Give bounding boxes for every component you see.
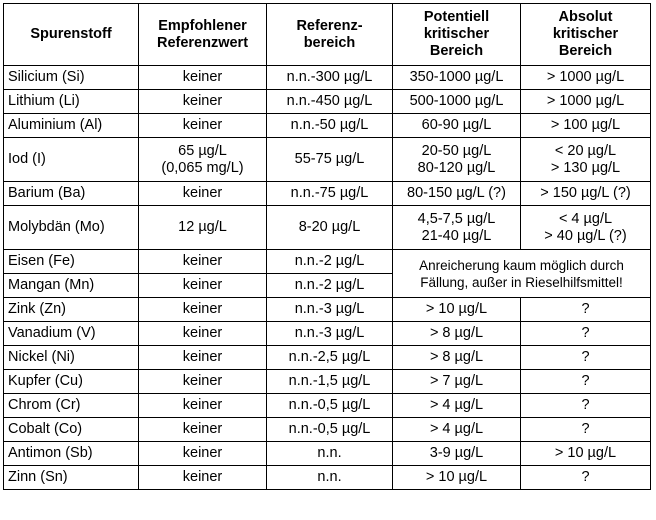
cell-absolute-text: ?	[581, 301, 590, 317]
cell-potential-text: > 8 µg/L	[429, 349, 484, 365]
table-row	[4, 466, 651, 490]
cell-recommended	[139, 394, 267, 418]
cell-potential	[393, 182, 521, 206]
header-absolute	[521, 4, 651, 66]
cell-potential-text: > 8 µg/L	[429, 325, 484, 341]
cell-substance: Antimon (Sb)	[4, 442, 139, 466]
cell-recommended	[139, 138, 267, 182]
cell-reference	[267, 66, 393, 90]
cell-potential-text: 350-1000 µg/L	[409, 69, 504, 85]
cell-substance: Chrom (Cr)	[4, 394, 139, 418]
cell-potential	[393, 90, 521, 114]
cell-reference-text: 8-20 µg/L	[298, 219, 361, 235]
cell-absolute	[521, 418, 651, 442]
header-substance-label: Spurenstoff	[30, 26, 112, 42]
table-row	[4, 394, 651, 418]
cell-recommended-text: keiner	[182, 253, 223, 269]
cell-reference	[267, 418, 393, 442]
cell-reference	[267, 90, 393, 114]
cell-reference-text: n.n.-75 µg/L	[290, 185, 369, 201]
cell-recommended	[139, 466, 267, 490]
cell-absolute	[521, 138, 651, 182]
cell-reference	[267, 206, 393, 250]
table-row	[4, 298, 651, 322]
header-line: kritischer	[552, 26, 619, 42]
cell-absolute	[521, 442, 651, 466]
cell-absolute	[521, 394, 651, 418]
table-row	[4, 322, 651, 346]
table-row	[4, 442, 651, 466]
table-row	[4, 114, 651, 138]
table-row	[4, 66, 651, 90]
header-row	[4, 4, 651, 66]
cell-reference-text: n.n.-2,5 µg/L	[288, 349, 371, 365]
cell-recommended	[139, 442, 267, 466]
cell-substance: Zink (Zn)	[4, 298, 139, 322]
cell-absolute-text: ?	[581, 469, 590, 485]
cell-absolute-text: > 10 µg/L	[554, 445, 617, 461]
cell-substance: Cobalt (Co)	[4, 418, 139, 442]
cell-substance: Mangan (Mn)	[4, 274, 139, 298]
cell-potential-text: 500-1000 µg/L	[409, 93, 504, 109]
cell-absolute-text: > 130 µg/L	[550, 159, 621, 176]
table-container	[3, 3, 651, 490]
cell-reference-text: n.n.-0,5 µg/L	[288, 421, 371, 437]
cell-potential	[393, 394, 521, 418]
header-potential	[393, 4, 521, 66]
cell-reference	[267, 370, 393, 394]
cell-substance: Zinn (Sn)	[4, 466, 139, 490]
cell-recommended-text: keiner	[182, 349, 223, 365]
cell-reference-text: 55-75 µg/L	[294, 151, 365, 167]
header-recommended	[139, 4, 267, 66]
cell-potential	[393, 442, 521, 466]
cell-recommended	[139, 418, 267, 442]
cell-recommended	[139, 182, 267, 206]
cell-potential-text: 20-50 µg/L	[421, 142, 492, 159]
header-line: Potentiell	[423, 9, 490, 25]
cell-reference	[267, 274, 393, 298]
cell-reference	[267, 182, 393, 206]
cell-reference	[267, 322, 393, 346]
cell-recommended-text: keiner	[182, 185, 223, 201]
cell-absolute	[521, 322, 651, 346]
cell-recommended	[139, 370, 267, 394]
cell-recommended-text: keiner	[182, 277, 223, 293]
cell-absolute-text: > 40 µg/L (?)	[544, 227, 627, 244]
cell-potential	[393, 418, 521, 442]
cell-absolute	[521, 114, 651, 138]
cell-absolute-text: > 100 µg/L	[550, 117, 621, 133]
cell-reference-text: n.n.-3 µg/L	[294, 301, 365, 317]
cell-recommended-text: keiner	[182, 469, 223, 485]
table-body	[4, 66, 651, 490]
cell-substance: Kupfer (Cu)	[4, 370, 139, 394]
cell-recommended-text: keiner	[182, 117, 223, 133]
table-row	[4, 370, 651, 394]
cell-potential	[393, 114, 521, 138]
cell-reference	[267, 466, 393, 490]
cell-potential	[393, 466, 521, 490]
cell-reference-text: n.n.-300 µg/L	[286, 69, 373, 85]
cell-merged-note-text: Fällung, außer in Rieselhilfsmittel!	[420, 274, 623, 290]
cell-substance: Aluminium (Al)	[4, 114, 139, 138]
trace-element-table	[3, 3, 651, 490]
cell-absolute-text: < 4 µg/L	[558, 210, 613, 227]
cell-recommended	[139, 114, 267, 138]
cell-substance: Nickel (Ni)	[4, 346, 139, 370]
cell-potential	[393, 346, 521, 370]
cell-absolute-text: ?	[581, 349, 590, 365]
cell-absolute	[521, 182, 651, 206]
cell-potential-text: 80-150 µg/L (?)	[407, 185, 506, 201]
header-line: Absolut	[558, 9, 613, 25]
header-substance	[4, 4, 139, 66]
cell-reference-text: n.n.-2 µg/L	[294, 277, 365, 293]
cell-reference-text: n.n.-2 µg/L	[294, 253, 365, 269]
table-row	[4, 182, 651, 206]
cell-recommended-text: keiner	[182, 325, 223, 341]
table-row	[4, 90, 651, 114]
cell-recommended-text: 65 µg/L	[178, 142, 227, 159]
cell-potential	[393, 138, 521, 182]
cell-absolute-text: > 1000 µg/L	[546, 93, 625, 109]
cell-reference-text: n.n.-450 µg/L	[286, 93, 373, 109]
cell-reference-text: n.n.	[317, 469, 342, 485]
cell-absolute-text: ?	[581, 325, 590, 341]
cell-reference-text: n.n.	[317, 445, 342, 461]
cell-recommended-text: keiner	[182, 373, 223, 389]
cell-potential-text: > 10 µg/L	[425, 469, 488, 485]
cell-reference	[267, 114, 393, 138]
cell-substance: Barium (Ba)	[4, 182, 139, 206]
cell-reference	[267, 442, 393, 466]
cell-substance: Vanadium (V)	[4, 322, 139, 346]
cell-reference-text: n.n.-50 µg/L	[290, 117, 369, 133]
cell-reference-text: n.n.-0,5 µg/L	[288, 397, 371, 413]
cell-potential-text: 21-40 µg/L	[421, 227, 492, 244]
cell-potential-text: 3-9 µg/L	[429, 445, 484, 461]
cell-potential	[393, 206, 521, 250]
cell-potential-text: 80-120 µg/L	[417, 159, 496, 176]
cell-recommended	[139, 250, 267, 274]
cell-recommended-text: (0,065 mg/L)	[161, 159, 244, 176]
cell-substance: Lithium (Li)	[4, 90, 139, 114]
cell-recommended	[139, 90, 267, 114]
cell-potential-text: 60-90 µg/L	[421, 117, 492, 133]
header-line: Bereich	[429, 43, 484, 59]
cell-absolute	[521, 466, 651, 490]
header-reference	[267, 4, 393, 66]
cell-merged-note-text: Anreicherung kaum möglich durch	[419, 257, 624, 273]
cell-reference	[267, 394, 393, 418]
cell-reference	[267, 138, 393, 182]
cell-reference	[267, 346, 393, 370]
cell-absolute	[521, 90, 651, 114]
cell-recommended	[139, 346, 267, 370]
table-row	[4, 206, 651, 250]
cell-absolute	[521, 370, 651, 394]
cell-merged-note	[393, 250, 651, 298]
table-row	[4, 346, 651, 370]
cell-potential	[393, 322, 521, 346]
cell-reference	[267, 250, 393, 274]
cell-potential-text: > 7 µg/L	[429, 373, 484, 389]
header-line: Bereich	[558, 43, 613, 59]
cell-reference-text: n.n.-3 µg/L	[294, 325, 365, 341]
cell-absolute	[521, 298, 651, 322]
table-row	[4, 418, 651, 442]
table-row	[4, 250, 651, 274]
cell-reference	[267, 298, 393, 322]
cell-recommended-text: keiner	[182, 421, 223, 437]
cell-potential-text: 4,5-7,5 µg/L	[417, 210, 496, 227]
cell-recommended	[139, 274, 267, 298]
cell-absolute	[521, 66, 651, 90]
cell-potential	[393, 66, 521, 90]
cell-absolute-text: > 150 µg/L (?)	[540, 185, 631, 201]
cell-recommended-text: 12 µg/L	[178, 219, 227, 235]
cell-absolute-text: ?	[581, 373, 590, 389]
cell-substance: Silicium (Si)	[4, 66, 139, 90]
cell-substance: Eisen (Fe)	[4, 250, 139, 274]
cell-absolute-text: < 20 µg/L	[554, 142, 617, 159]
cell-potential-text: > 10 µg/L	[425, 301, 488, 317]
header-line: Empfohlener	[158, 17, 247, 34]
cell-absolute-text: ?	[581, 397, 590, 413]
header-line: kritischer	[423, 26, 490, 42]
header-line: bereich	[303, 34, 356, 51]
cell-potential-text: > 4 µg/L	[429, 397, 484, 413]
cell-substance: Molybdän (Mo)	[4, 206, 139, 250]
cell-substance: Iod (I)	[4, 138, 139, 182]
cell-recommended-text: keiner	[182, 397, 223, 413]
cell-potential	[393, 370, 521, 394]
cell-absolute-text: ?	[581, 421, 590, 437]
cell-potential-text: > 4 µg/L	[429, 421, 484, 437]
cell-absolute-text: > 1000 µg/L	[546, 69, 625, 85]
cell-absolute	[521, 346, 651, 370]
cell-recommended	[139, 322, 267, 346]
cell-recommended	[139, 298, 267, 322]
cell-recommended-text: keiner	[182, 301, 223, 317]
cell-absolute	[521, 206, 651, 250]
cell-recommended-text: keiner	[182, 93, 223, 109]
cell-reference-text: n.n.-1,5 µg/L	[288, 373, 371, 389]
cell-recommended	[139, 206, 267, 250]
cell-recommended-text: keiner	[182, 445, 223, 461]
header-line: Referenz-	[296, 17, 363, 34]
header-line: Referenzwert	[156, 34, 249, 51]
cell-potential	[393, 298, 521, 322]
cell-recommended-text: keiner	[182, 69, 223, 85]
table-row	[4, 138, 651, 182]
cell-recommended	[139, 66, 267, 90]
